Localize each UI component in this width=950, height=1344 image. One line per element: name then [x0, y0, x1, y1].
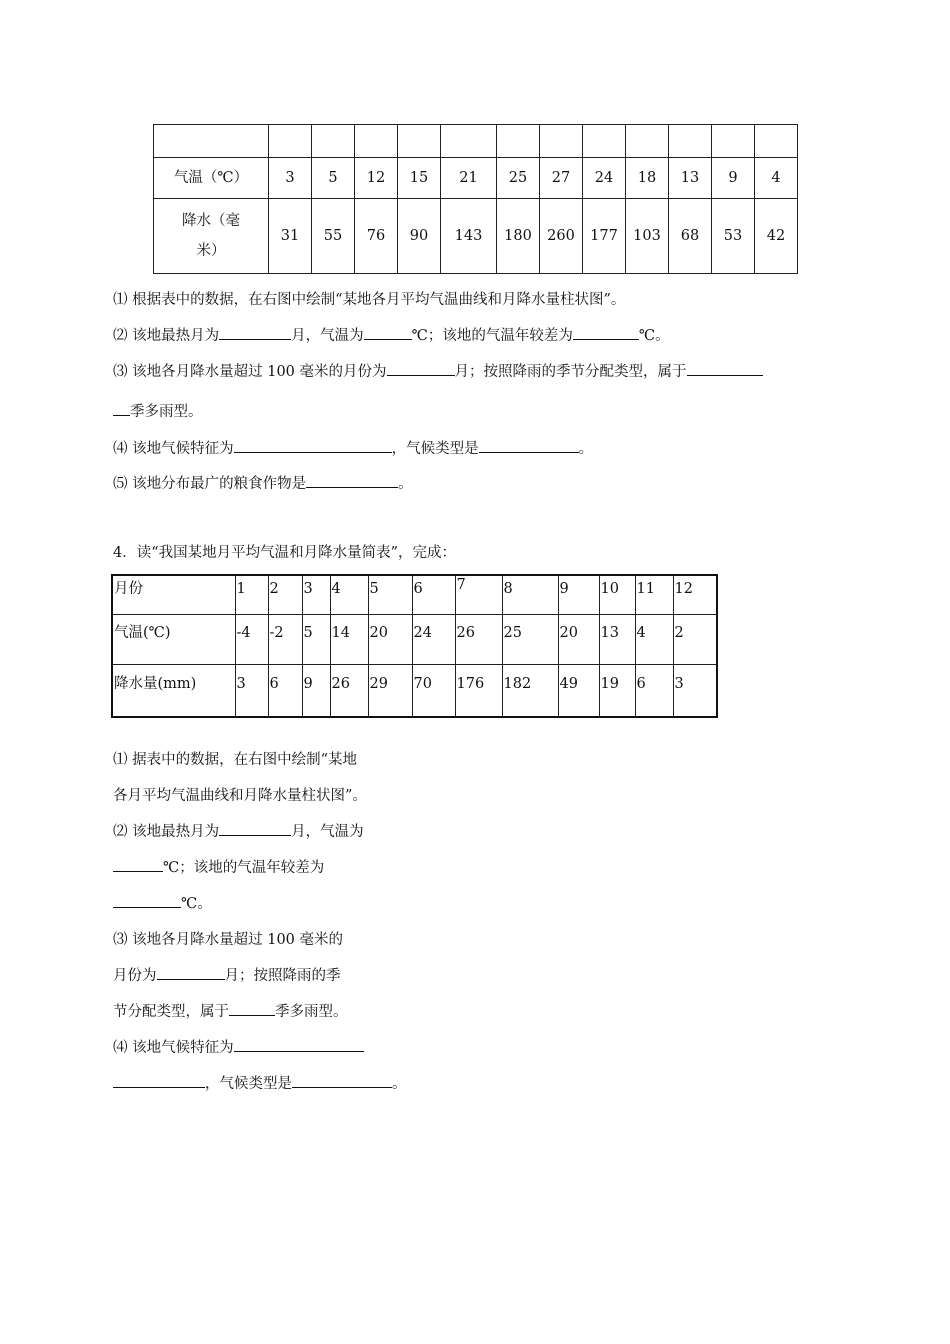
answer-blank[interactable]	[364, 324, 412, 340]
table-cell: 7	[455, 575, 502, 615]
table-cell: 68	[669, 199, 712, 274]
table-cell: 31	[269, 199, 312, 274]
answer-blank[interactable]	[387, 360, 455, 376]
table-cell	[497, 125, 540, 158]
table-cell: 143	[441, 199, 497, 274]
text-segment: 季多雨型。	[130, 404, 203, 420]
table-cell: 13	[599, 615, 635, 665]
table-cell	[154, 125, 269, 158]
table-cell: 53	[712, 199, 755, 274]
table-cell: 18	[626, 158, 669, 199]
table-cell	[269, 125, 312, 158]
table-cell: 25	[497, 158, 540, 199]
table-cell: 76	[355, 199, 398, 274]
q4-item-2-continued-2	[113, 892, 212, 913]
table-cell: 3	[235, 665, 268, 718]
table-cell: 26	[455, 615, 502, 665]
table-cell: 6	[412, 575, 455, 615]
table-cell: 24	[583, 158, 626, 199]
table-cell	[312, 125, 355, 158]
table-cell: 8	[502, 575, 558, 615]
answer-blank[interactable]	[234, 437, 392, 453]
table-cell	[755, 125, 798, 158]
table-cell: 12	[355, 158, 398, 199]
table-cell: 4	[330, 575, 368, 615]
table-cell: 2	[673, 615, 717, 665]
q4-item-1: ⑴ 据表中的数据，在右图中绘制“某地	[113, 752, 358, 768]
q3-item-2	[113, 324, 670, 345]
text-segment: 节分配类型，属于	[113, 1004, 229, 1020]
table-cell: 1	[235, 575, 268, 615]
table-cell: 13	[669, 158, 712, 199]
table-cell: 24	[412, 615, 455, 665]
table-cell: 90	[398, 199, 441, 274]
row-label-temperature: 气温（℃）	[154, 158, 269, 199]
table-cell: 5	[368, 575, 412, 615]
answer-blank[interactable]	[113, 892, 181, 908]
answer-blank[interactable]	[234, 1036, 364, 1052]
q4-title: 4．读“我国某地月平均气温和月降水量简表”，完成：	[113, 545, 457, 561]
table-row	[154, 199, 798, 274]
text-segment: ，气候类型是	[205, 1076, 292, 1092]
table-cell: 5	[302, 615, 330, 665]
table-cell	[583, 125, 626, 158]
table-cell: 20	[558, 615, 599, 665]
table-cell	[540, 125, 583, 158]
q3-item-1: ⑴ 根据表中的数据，在右图中绘制“某地各月平均气温曲线和月降水量柱状图”。	[113, 292, 626, 308]
answer-blank[interactable]	[306, 472, 398, 488]
table-cell: 25	[502, 615, 558, 665]
table-cell: 3	[269, 158, 312, 199]
answer-blank[interactable]	[157, 964, 225, 980]
text-segment: ⑵ 该地最热月为	[113, 328, 220, 344]
text-segment: ℃。	[638, 328, 670, 344]
table-cell: 49	[558, 665, 599, 718]
table-row	[112, 575, 717, 615]
table-cell: 14	[330, 615, 368, 665]
table-cell: 182	[502, 665, 558, 718]
table-cell: 176	[455, 665, 502, 718]
text-segment: ℃；该地的气温年较差为	[163, 860, 325, 876]
table-cell: 26	[330, 665, 368, 718]
row-label-line: 降水（毫	[182, 213, 240, 229]
table-cell: 11	[635, 575, 673, 615]
table-cell: 20	[368, 615, 412, 665]
text-segment: ，气候类型是	[391, 441, 479, 457]
table-cell: -2	[268, 615, 302, 665]
q4-item-3: ⑶ 该地各月降水量超过 100 毫米的	[113, 932, 344, 948]
q4-item-4-continued	[113, 1072, 407, 1093]
table-cell: 180	[497, 199, 540, 274]
q3-item-4	[113, 437, 593, 458]
text-segment: ⑷ 该地气候特征为	[113, 441, 234, 457]
table-cell: 55	[312, 199, 355, 274]
table-cell: 103	[626, 199, 669, 274]
q4-item-3-continued	[113, 964, 341, 985]
table-cell: 3	[302, 575, 330, 615]
table-cell: 42	[755, 199, 798, 274]
text-segment: ℃；该地的气温年较差为	[411, 328, 573, 344]
table-cell	[398, 125, 441, 158]
table-cell: 4	[635, 615, 673, 665]
table-cell: 5	[312, 158, 355, 199]
text-segment: 。	[578, 441, 594, 457]
table-cell: 21	[441, 158, 497, 199]
table-row	[154, 125, 798, 158]
row-label-month: 月份	[112, 575, 235, 615]
table-cell: 12	[673, 575, 717, 615]
table-cell: 19	[599, 665, 635, 718]
table-row	[154, 158, 798, 199]
row-label-precipitation: 降水量(mm)	[112, 665, 235, 718]
text-segment: 月份为	[113, 968, 157, 984]
table-cell: 9	[558, 575, 599, 615]
climate-table-1	[153, 124, 798, 274]
text-segment: 月，气温为	[291, 328, 364, 344]
q3-item-5	[113, 472, 413, 493]
text-segment: ⑷ 该地气候特征为	[113, 1040, 234, 1056]
table-cell: 29	[368, 665, 412, 718]
q3-item-3-continued	[113, 400, 203, 421]
answer-blank[interactable]	[113, 400, 130, 416]
answer-blank[interactable]	[219, 324, 291, 340]
table-cell: 6	[268, 665, 302, 718]
table-row	[112, 615, 717, 665]
table-cell: 9	[302, 665, 330, 718]
table-row	[112, 665, 717, 718]
answer-blank[interactable]	[113, 1072, 205, 1088]
row-label-temperature: 气温(℃)	[112, 615, 235, 665]
text-segment: 月；按照降雨的季	[224, 968, 341, 984]
table-cell: 260	[540, 199, 583, 274]
table-cell: 10	[599, 575, 635, 615]
answer-blank[interactable]	[687, 360, 763, 376]
text-segment: ⑶ 该地各月降水量超过 100 毫米的月份为	[113, 364, 387, 380]
text-segment: 。	[398, 476, 413, 492]
table-cell: 3	[673, 665, 717, 718]
table-cell	[355, 125, 398, 158]
table-cell: 27	[540, 158, 583, 199]
table-cell: 70	[412, 665, 455, 718]
text-segment: 月，气温为	[291, 824, 364, 840]
text-segment: 。	[392, 1076, 407, 1092]
climate-table-2	[111, 574, 718, 718]
text-segment: 季多雨型。	[275, 1004, 348, 1020]
answer-blank[interactable]	[113, 856, 163, 872]
text-segment: ⑵ 该地最热月为	[113, 824, 220, 840]
table-cell	[626, 125, 669, 158]
table-cell	[712, 125, 755, 158]
row-label-precipitation	[154, 199, 269, 274]
text-segment: ℃。	[181, 896, 212, 912]
answer-blank[interactable]	[573, 324, 639, 340]
table-cell	[441, 125, 497, 158]
answer-blank[interactable]	[219, 820, 291, 836]
q4-item-2-continued	[113, 856, 324, 877]
table-cell: 9	[712, 158, 755, 199]
q4-item-3-continued-2	[113, 1000, 348, 1021]
table-cell: 4	[755, 158, 798, 199]
row-label-line: 米）	[196, 243, 226, 259]
table-cell: 177	[583, 199, 626, 274]
answer-blank[interactable]	[479, 437, 579, 453]
q4-item-2	[113, 820, 364, 841]
text-segment: 月；按照降雨的季节分配类型，属于	[454, 364, 687, 380]
q4-item-1-continued: 各月平均气温曲线和月降水量柱状图”。	[113, 788, 367, 804]
q4-item-4	[113, 1036, 364, 1057]
table-cell: 2	[268, 575, 302, 615]
table-cell: -4	[235, 615, 268, 665]
table-cell: 15	[398, 158, 441, 199]
table-cell	[669, 125, 712, 158]
answer-blank[interactable]	[292, 1072, 392, 1088]
answer-blank[interactable]	[229, 1000, 275, 1016]
text-segment: ⑸ 该地分布最广的粮食作物是	[113, 476, 307, 492]
q3-item-3	[113, 360, 763, 381]
table-cell: 6	[635, 665, 673, 718]
